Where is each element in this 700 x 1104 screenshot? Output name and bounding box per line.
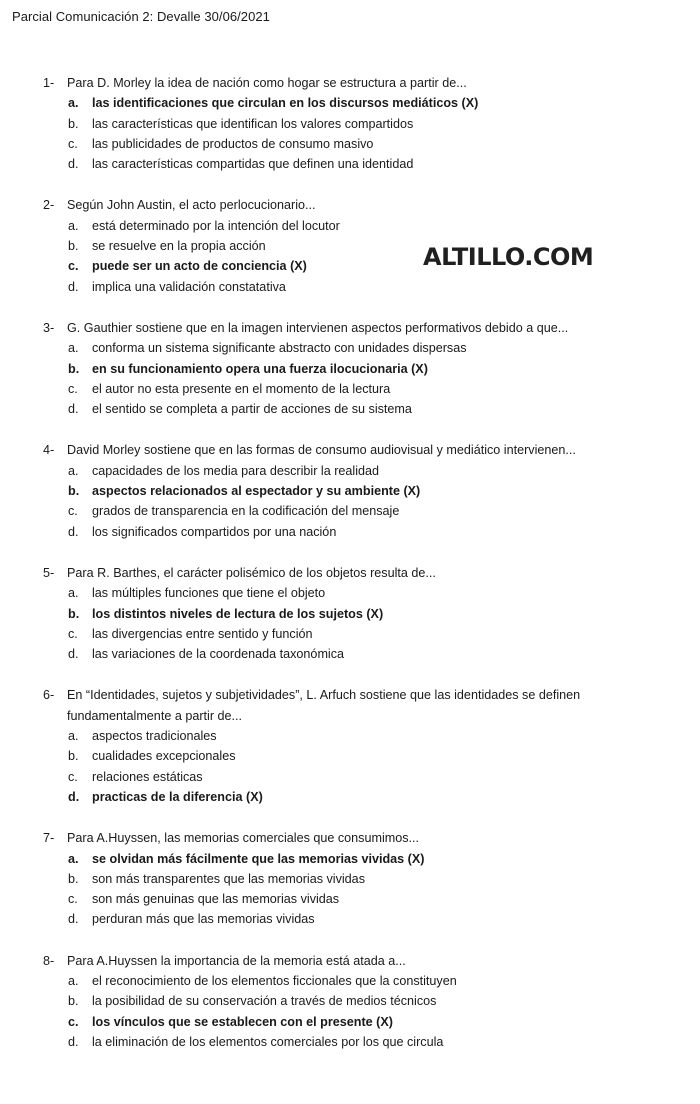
answer-option xyxy=(0,746,700,766)
question-prompt: David Morley sostiene que en las formas de consumo audiovisual y mediático intervienen... xyxy=(67,443,576,458)
option-text: el sentido se completa a partir de acciones de su sistema xyxy=(92,402,412,417)
question-number: 1- xyxy=(43,76,55,90)
option-text: en su funcionamiento opera una fuerza ilocucionaria (X) xyxy=(92,361,428,376)
option-text: implica una validación constatativa xyxy=(92,279,286,294)
option-text: el reconocimiento de los elementos ficcionales que la constituyen xyxy=(92,973,457,988)
question xyxy=(0,73,700,174)
option-letter: b. xyxy=(68,606,80,621)
question-text xyxy=(0,563,700,583)
option-text: el autor no esta presente en el momento de la lectura xyxy=(92,381,391,396)
option-text: está determinado por la intención del locutor xyxy=(92,218,340,233)
answer-option xyxy=(0,726,700,746)
watermark: ALTILLO.COM xyxy=(423,243,594,271)
option-letter: a. xyxy=(68,463,79,478)
option-letter: d. xyxy=(68,912,79,927)
question-number: 7- xyxy=(43,831,55,846)
option-text: aspectos relacionados al espectador y su ambiente (X) xyxy=(92,484,421,499)
option-text: los significados compartidos por una nación xyxy=(92,524,337,539)
answer-option xyxy=(0,481,700,501)
answer-option xyxy=(0,501,700,521)
question-prompt: En “Identidades, sujetos y subjetividades”, L. Arfuch sostiene que las identidades se definen fundamentalmente a partir de... xyxy=(67,688,581,723)
option-letter: a. xyxy=(68,341,79,356)
option-letter: b. xyxy=(68,749,79,764)
question xyxy=(0,195,700,296)
answer-option xyxy=(0,134,700,154)
question-number: 2- xyxy=(43,198,55,213)
question-prompt: Para A.Huyssen la importancia de la memoria está atada a... xyxy=(67,953,406,968)
option-text: las identificaciones que circulan en los discursos mediáticos (X) xyxy=(92,96,479,111)
answer-option xyxy=(0,991,700,1011)
option-letter: b. xyxy=(68,484,80,499)
question xyxy=(0,951,700,1052)
option-letter: c. xyxy=(68,892,78,907)
answer-option xyxy=(0,216,700,236)
answer-option xyxy=(0,93,700,113)
option-text: perduran más que las memorias vividas xyxy=(92,912,315,927)
option-text: puede ser un acto de conciencia (X) xyxy=(92,259,307,274)
answer-option xyxy=(0,277,700,297)
option-text: se olvidan más fácilmente que las memorias vividas (X) xyxy=(92,851,425,866)
question xyxy=(0,828,700,929)
question-number: 4- xyxy=(43,443,55,458)
question-text xyxy=(0,828,700,848)
answer-option xyxy=(0,461,700,481)
question-text xyxy=(0,685,700,726)
option-text: la posibilidad de su conservación a través de medios técnicos xyxy=(92,994,437,1009)
option-text: practicas de la diferencia (X) xyxy=(92,789,263,804)
answer-option xyxy=(0,338,700,358)
question xyxy=(0,685,700,807)
option-text: son más genuinas que las memorias vividas xyxy=(92,892,340,907)
answer-option xyxy=(0,583,700,603)
answer-option xyxy=(0,624,700,644)
answer-option xyxy=(0,644,700,664)
answer-option xyxy=(0,604,700,624)
option-letter: c. xyxy=(68,136,78,151)
answer-option xyxy=(0,114,700,134)
option-text: grados de transparencia en la codificación del mensaje xyxy=(92,504,400,519)
option-text: las divergencias entre sentido y función xyxy=(92,626,313,641)
question xyxy=(0,318,700,419)
answer-option xyxy=(0,1012,700,1032)
question-text xyxy=(0,951,700,971)
option-letter: b. xyxy=(68,994,79,1009)
option-letter: a. xyxy=(68,218,79,233)
option-text: cualidades excepcionales xyxy=(92,749,236,764)
option-text: son más transparentes que las memorias vividas xyxy=(92,871,365,886)
option-letter: c. xyxy=(68,1014,79,1029)
answer-option xyxy=(0,154,700,174)
option-letter: d. xyxy=(68,524,79,539)
option-text: las características que identifican los valores compartidos xyxy=(92,116,414,131)
question-prompt: G. Gauthier sostiene que en la imagen intervienen aspectos performativos debido a que... xyxy=(67,320,569,335)
option-letter: c. xyxy=(68,381,78,396)
option-letter: d. xyxy=(68,1034,79,1049)
option-letter: b. xyxy=(68,116,79,131)
option-letter: a. xyxy=(68,729,79,744)
answer-option xyxy=(0,787,700,807)
question-text xyxy=(0,440,700,460)
option-text: las publicidades de productos de consumo masivo xyxy=(92,136,374,151)
answer-option xyxy=(0,889,700,909)
option-text: relaciones estáticas xyxy=(92,769,203,784)
answer-option xyxy=(0,869,700,889)
option-letter: a. xyxy=(68,851,79,866)
option-text: conforma un sistema significante abstracto con unidades dispersas xyxy=(92,341,467,356)
option-letter: d. xyxy=(68,279,79,294)
answer-option xyxy=(0,379,700,399)
page-title: Parcial Comunicación 2: Devalle 30/06/2021 xyxy=(12,9,270,24)
question-prompt: Según John Austin, el acto perlocucionario... xyxy=(67,198,316,213)
question-prompt: Para D. Morley la idea de nación como hogar se estructura a partir de... xyxy=(67,76,467,90)
answer-option xyxy=(0,1032,700,1052)
option-letter: d. xyxy=(68,157,79,172)
question xyxy=(0,563,700,664)
option-text: los vínculos que se establecen con el presente (X) xyxy=(92,1014,393,1029)
answer-option xyxy=(0,256,700,276)
option-text: los distintos niveles de lectura de los sujetos (X) xyxy=(92,606,384,621)
option-letter: a. xyxy=(68,96,79,111)
option-text: las características compartidas que definen una identidad xyxy=(92,157,414,172)
answer-option xyxy=(0,767,700,787)
option-letter: c. xyxy=(68,626,78,641)
option-letter: c. xyxy=(68,259,79,274)
question-number: 6- xyxy=(43,688,55,703)
question-number: 8- xyxy=(43,953,55,968)
answer-option xyxy=(0,236,700,256)
option-text: la eliminación de los elementos comerciales por los que circula xyxy=(92,1034,444,1049)
option-letter: a. xyxy=(68,973,79,988)
question-prompt: Para A.Huyssen, las memorias comerciales que consumimos... xyxy=(67,831,420,846)
question-text xyxy=(0,318,700,338)
question xyxy=(0,440,700,541)
option-letter: b. xyxy=(68,871,79,886)
option-text: se resuelve en la propia acción xyxy=(92,239,266,254)
question-number: 5- xyxy=(43,565,55,580)
option-text: aspectos tradicionales xyxy=(92,729,217,744)
question-number: 3- xyxy=(43,320,55,335)
option-letter: d. xyxy=(68,789,80,804)
answer-option xyxy=(0,359,700,379)
question-text xyxy=(0,195,700,215)
option-text: capacidades de los media para describir la realidad xyxy=(92,463,380,478)
option-letter: c. xyxy=(68,504,78,519)
option-letter: a. xyxy=(68,586,79,601)
option-text: las variaciones de la coordenada taxonómica xyxy=(92,647,345,662)
question-prompt: Para R. Barthes, el carácter polisémico de los objetos resulta de... xyxy=(67,565,436,580)
option-letter: b. xyxy=(68,361,80,376)
option-letter: d. xyxy=(68,647,79,662)
option-text: las múltiples funciones que tiene el objeto xyxy=(92,586,326,601)
answer-option xyxy=(0,522,700,542)
option-letter: d. xyxy=(68,402,79,417)
option-letter: b. xyxy=(68,239,79,254)
question-list xyxy=(0,73,700,1073)
answer-option xyxy=(0,399,700,419)
answer-option xyxy=(0,909,700,929)
option-letter: c. xyxy=(68,769,78,784)
answer-option xyxy=(0,849,700,869)
answer-option xyxy=(0,971,700,991)
question-text xyxy=(0,73,700,93)
